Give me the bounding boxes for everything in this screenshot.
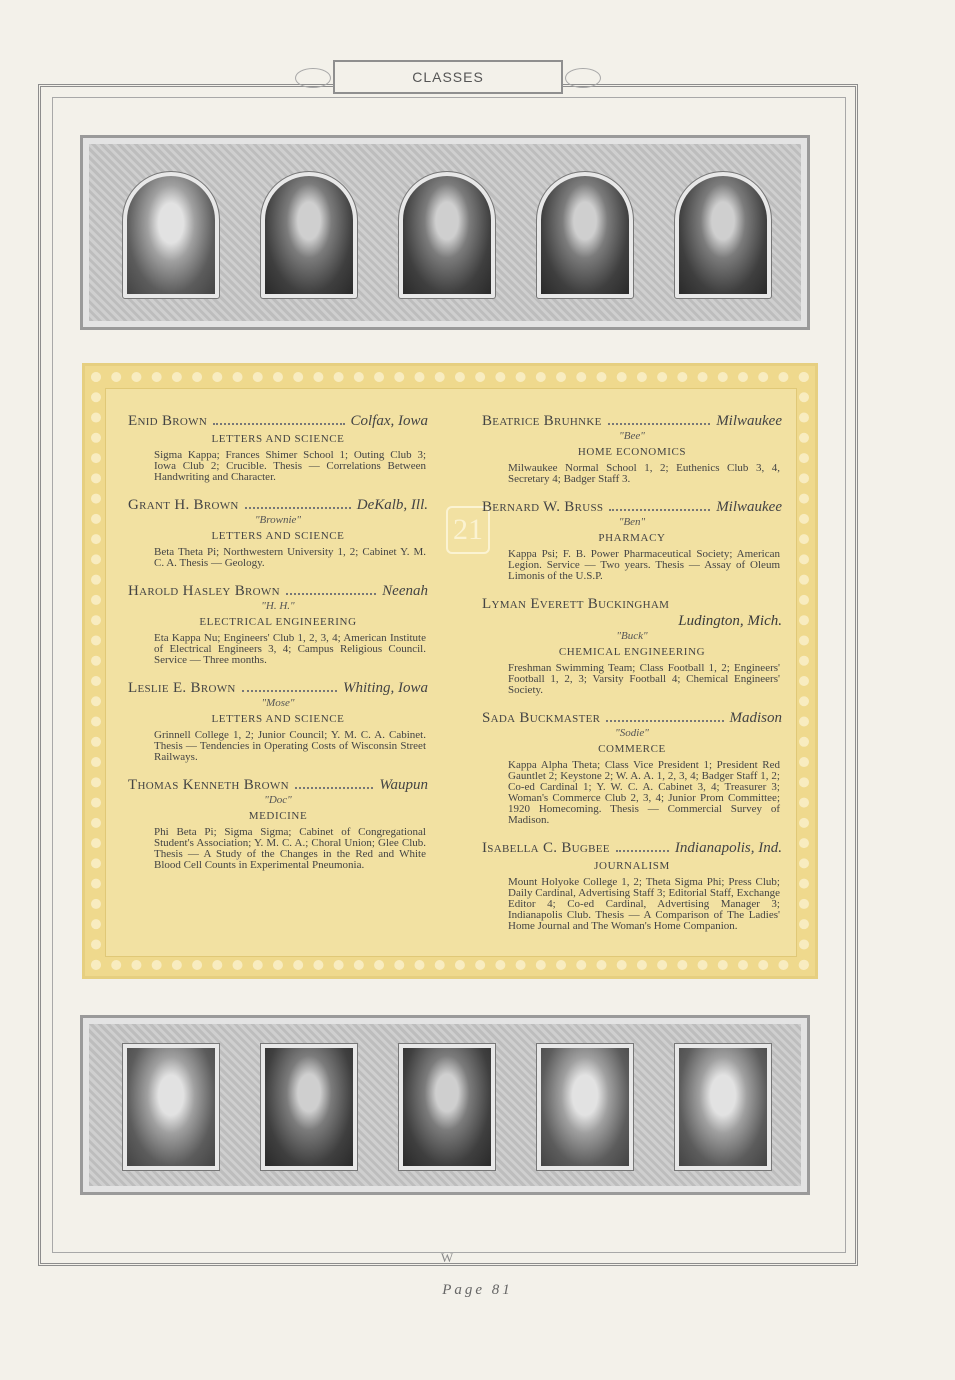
student-name: Bernard W. Bruss [482,499,604,515]
student-school: LETTERS AND SCIENCE [211,713,345,725]
student-school: ELECTRICAL ENGINEERING [199,616,357,628]
student-details: Mount Holyoke College 1, 2; Theta Sigma Phi; Press Club; Daily Cardinal, Advertising Staff 3; Editorial Staff, Exchange Editor 4; Co-ed Cardinal, Advertising Manager 3; Indianapolis Club. Thesis — A Comparison of The Ladies' Home Journal and The Woman's Home Companion. [508,876,780,932]
student-details: Phi Beta Pi; Sigma Sigma; Cabinet of Congregational Student's Association; Y. M. C. A.; Choral Union; Glee Club. Thesis — A Study of the Changes in the Red and White Blood Cell Counts in Experimental Pneumonia. [154,826,426,871]
student-hometown: Indianapolis, Ind. [674,840,782,856]
student-details: Milwaukee Normal School 1, 2; Euthenics Club 3, 4, Secretary 4; Badger Staff 3. [508,462,780,485]
biography-inner [105,388,797,957]
student-school: COMMERCE [598,743,666,755]
entry-grant-brown [128,497,428,569]
entry-sada-buckmaster [482,710,782,826]
student-school: LETTERS AND SCIENCE [211,530,345,542]
page-title: CLASSES [412,69,484,85]
student-hometown: Waupun [379,777,428,793]
student-nickname: "H. H." [261,600,295,612]
page-number: Page 81 [442,1282,513,1298]
photo-isabella-bugbee [675,1044,771,1170]
student-nickname: "Buck" [616,630,648,642]
student-school: HOME ECONOMICS [577,446,687,458]
entry-bernard-bruss [482,499,782,582]
class-year-badge: 21 [446,506,490,554]
student-hometown: Whiting, Iowa [343,680,428,696]
student-name: Thomas Kenneth Brown [128,777,289,793]
left-column [128,413,428,885]
student-name: Beatrice Bruhnke [482,413,602,429]
right-column [482,413,782,946]
student-details: Grinnell College 1, 2; Junior Council; Y. M. C. A. Cabinet. Thesis — Tendencies in Operating Costs of Wisconsin Street Railways. [154,729,426,763]
student-name: Isabella C. Bugbee [482,840,610,856]
biography-panel [82,363,818,979]
student-hometown: Colfax, Iowa [350,413,428,429]
photo-bernard-bruss [261,1044,357,1170]
bottom-photo-strip [80,1015,810,1195]
photo-harold-brown [399,172,495,298]
photo-enid-brown [123,172,219,298]
top-photo-strip [80,135,810,330]
student-nickname: "Brownie" [254,514,302,526]
student-nickname: "Mose" [261,697,295,709]
student-nickname: "Doc" [264,794,292,806]
student-school: JOURNALISM [594,860,670,872]
entry-lyman-buckingham [482,596,782,696]
photo-grant-brown [261,172,357,298]
student-school: PHARMACY [598,532,666,544]
student-name: Grant H. Brown [128,497,239,513]
student-details: Eta Kappa Nu; Engineers' Club 1, 2, 3, 4; American Institute of Electrical Engineers 3, 4; Campus Religious Council. Service — Three months. [154,632,426,666]
student-hometown: DeKalb, Ill. [356,497,428,513]
header-plate [333,60,563,94]
entry-isabella-bugbee [482,840,782,932]
student-name: Leslie E. Brown [128,680,236,696]
student-hometown: Milwaukee [716,413,782,429]
student-hometown: Neenah [382,583,428,599]
student-school: LETTERS AND SCIENCE [211,433,345,445]
student-details: Kappa Alpha Theta; Class Vice President 1; President Red Gauntlet 2; Keystone 2; W. A. A. 1, 2, 3, 4; Badger Staff 1, 2; Co-ed Cardinal 1; Y. W. C. A. Cabinet 3, 4; Treasurer 3; Woman's Commerce Club 2, 3, 4; Junior Prom Committee; 1920 Homecoming. Thesis — Commercial Survey of Madison. [508,759,780,826]
photo-leslie-brown [537,172,633,298]
student-hometown: Madison [729,710,782,726]
entry-beatrice-bruhnke [482,413,782,485]
student-hometown: Milwaukee [716,499,782,515]
student-name: Enid Brown [128,413,208,429]
entry-leslie-brown [128,680,428,763]
student-hometown: Ludington, Mich. [678,613,782,629]
student-school: CHEMICAL ENGINEERING [558,646,706,658]
student-details: Freshman Swimming Team; Class Football 1, 2; Engineers' Football 1, 2, 3; Varsity Football 4; Chemical Engineers' Society. [508,662,780,696]
w-ornament-icon: W [440,1250,454,1265]
photo-lyman-buckingham [399,1044,495,1170]
student-name: Lyman Everett Buckingham [482,596,670,612]
photo-thomas-brown [675,172,771,298]
student-details: Sigma Kappa; Frances Shimer School 1; Outing Club 3; Iowa Club 2; Crucible. Thesis — Correlations Between Handwriting and Character. [154,449,426,483]
photo-sada-buckmaster [537,1044,633,1170]
student-school: MEDICINE [248,810,308,822]
photo-beatrice-bruhnke [123,1044,219,1170]
student-name: Sada Buckmaster [482,710,601,726]
student-name: Harold Hasley Brown [128,583,280,599]
student-nickname: "Ben" [618,516,646,528]
entry-enid-brown [128,413,428,483]
entry-thomas-brown [128,777,428,871]
student-details: Beta Theta Pi; Northwestern University 1, 2; Cabinet Y. M. C. A. Thesis — Geology. [154,546,426,569]
student-details: Kappa Psi; F. B. Power Pharmaceutical Society; American Legion. Service — Two years. Thesis — Assay of Oleum Limonis of the U.S.P. [508,548,780,582]
entry-harold-brown [128,583,428,666]
student-nickname: "Sodie" [615,727,649,739]
student-nickname: "Bee" [619,430,645,442]
